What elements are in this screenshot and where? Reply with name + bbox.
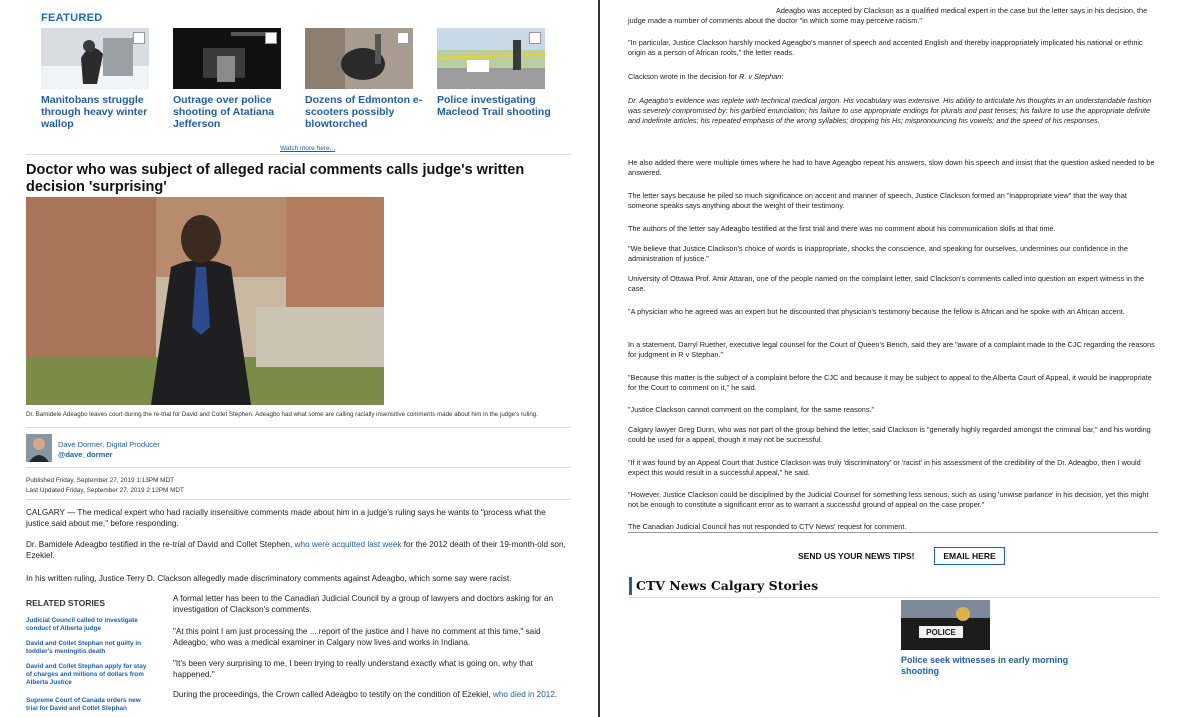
divider	[26, 427, 571, 428]
article-paragraph: A formal letter has been to the Canadian Judicial Council by a group of lawyers and doctors asking for an investigation of Clackson's comments.	[173, 594, 554, 614]
article-paragraph: "A physician who he agreed was an expert but he discounted that physician's testimony because the fellow is African and he spoke with an African accent.	[628, 307, 1125, 316]
related-story-link[interactable]: David and Collet Stephan apply for stay of charges and millions of dollars from Alberta Justice	[26, 663, 147, 686]
featured-caption-3[interactable]: Dozens of Edmonton e-scooters possibly blowtorched	[305, 94, 423, 130]
author-photo-icon	[26, 434, 52, 462]
paragraph-text: Dr. Bamidele Adeagbo testified in the re-trial of David and Collet Stephen,	[26, 540, 295, 549]
article-paragraph: Calgary lawyer Greg Dunn, who was not part of the group behind the letter, said Clackson is "generally highly regarded amongst the criminal bar," and his wording could be used for a appeal, though it may not be successful.	[628, 425, 1151, 444]
article-paragraph: Adeagbo was accepted by Clackson as a qualified medical expert in the case but the letter says in his decision, the judge made a number of comments about the doctor "in which some may perceive racism."	[628, 6, 1148, 25]
story-thumbnail[interactable]	[901, 600, 990, 650]
divider	[26, 154, 571, 155]
paragraph-text: Clackson wrote in the decision for	[628, 72, 740, 81]
author-name[interactable]: Dave Dormer, Digital Producer	[58, 440, 160, 449]
left-page-column	[0, 0, 598, 717]
article-paragraph	[26, 539, 571, 561]
article-paragraph	[628, 72, 1158, 82]
divider	[26, 467, 571, 468]
featured-thumb-4[interactable]	[437, 28, 545, 89]
play-icon	[529, 32, 541, 44]
article-paragraph: University of Ottawa Prof. Amir Attaran, one of the people named on the complaint letter, said Clackson's comments called into question an expert witness in the case.	[628, 274, 1145, 293]
article-paragraph: "In particular, Justice Clackson harshly mocked Ageagbo's manner of speech and accented English and thereby inappropriately implicated his national or ethnic origin as a person of African roots," the letter reads.	[628, 38, 1143, 57]
featured-thumb-2[interactable]	[173, 28, 281, 89]
related-story-link[interactable]: Supreme Court of Canada orders new trial for David and Collet Stephan	[26, 697, 141, 712]
related-story-link[interactable]: David and Collet Stephan not guilty in toddler's meningitis death	[26, 640, 142, 655]
featured-label: FEATURED	[41, 12, 103, 24]
published-date: Published Friday, September 27, 2019 1:13PM MDT	[26, 477, 175, 484]
news-tips-label: SEND US YOUR NEWS TIPS!	[798, 551, 915, 561]
hero-image	[26, 197, 384, 405]
featured-caption-1[interactable]: Manitobans struggle through heavy winter wallop	[41, 94, 148, 130]
article-paragraph: In a statement, Darryl Ruether, executive legal counsel for the Court of Queen's Bench, said they are "aware of a complaint made to the CJC regarding the reasons for judgment in R v Stephan."	[628, 340, 1155, 359]
play-icon	[133, 32, 145, 44]
featured-caption-2[interactable]: Outrage over police shooting of Atatiana Jefferson	[173, 94, 275, 130]
right-page-column	[600, 0, 1200, 717]
police-badge-text: POLICE	[926, 628, 956, 637]
play-icon	[265, 32, 277, 44]
section-accent-bar	[629, 577, 632, 595]
section-title: CTV News Calgary Stories	[636, 578, 819, 593]
article-paragraph: The authors of the letter say Adeagbo testified at the first trial and there was no comment about his communication skills at that time.	[628, 224, 1056, 233]
article-paragraph	[173, 689, 571, 700]
updated-date: Last Updated Friday, September 27, 2019 2:12PM MDT	[26, 487, 184, 494]
article-paragraph: "We believe that Justice Clackson's choice of words is inappropriate, shocks the conscience, and speaking for ourselves, undermines our confidence in the administration of justice."	[628, 244, 1128, 263]
hero-photo-icon	[26, 197, 384, 405]
author-handle[interactable]: @dave_dormer	[58, 450, 113, 459]
avatar[interactable]	[26, 434, 52, 462]
divider	[629, 597, 1159, 598]
divider	[26, 499, 571, 500]
paragraph-text: During the proceedings, the Crown called Adeagbo to testify on the condition of Ezekiel,	[173, 690, 493, 699]
article-paragraph: "Justice Clackson cannot comment on the complaint, for the same reasons."	[628, 405, 875, 414]
divider	[628, 532, 1158, 533]
featured-thumb-1[interactable]	[41, 28, 149, 89]
article-paragraph: He also added there were multiple times where he had to have Ageagbo repeat his answers, slow down his speech and insist that the question asked needed to be answered.	[628, 158, 1155, 177]
article-paragraph: The letter says because he piled so much significance on accent and manner of speech, Justice Clackson formed an "inappropriate view" that the way that someone speaks says anything about the weight of their testimony.	[628, 191, 1127, 210]
died-link[interactable]: who died in 2012	[492, 690, 555, 699]
related-stories-title: RELATED STORIES	[26, 598, 106, 608]
article-paragraph: In his written ruling, Justice Terry D. Clackson allegedly made discriminatory comments against Adeagbo, which some say were racist.	[26, 574, 512, 583]
article-paragraph: CALGARY — The medical expert who had racially insensitive comments made about him in a judge's ruling says he wants to "process what the justice said about me," before responding.	[26, 508, 546, 528]
article-paragraph: "However, Justice Clackson could be disciplined by the Judicial Counsel for something less serious, such as using 'unwise parlance' in his decision, yet this might not be enough to constitute a significant error as to warrant a successful ground of appeal on the case proper."	[628, 490, 1149, 509]
police-car-icon	[901, 600, 990, 650]
case-name: R. v Stephan	[739, 72, 782, 81]
paragraph-text: for the 2012 death of their 19-month-old son, Ezekiel.	[26, 540, 566, 560]
hero-caption: Dr. Bamidele Adeagbo leaves court during the re-trial for David and Collet Stephen. Adeagbo had what some are calling racially insensitive comments made about him in the judge's ruling.	[26, 411, 538, 418]
watch-more-link[interactable]: Watch more here...	[280, 145, 336, 152]
article-paragraph: "It's been very surprising to me, I been trying to really understand exactly what is going on, why that happened."	[173, 659, 533, 679]
related-story-link[interactable]: Judicial Council called to investigate conduct of Alberta judge	[26, 617, 138, 632]
acquitted-link[interactable]: who were acquitted last week	[294, 540, 402, 549]
paragraph-text: :	[781, 72, 784, 81]
featured-thumb-3[interactable]	[305, 28, 413, 89]
featured-caption-4[interactable]: Police investigating Macleod Trail shooting	[437, 94, 551, 118]
story-link[interactable]: Police seek witnesses in early morning shooting	[901, 655, 1069, 676]
play-icon	[397, 32, 409, 44]
email-here-button[interactable]: EMAIL HERE	[934, 547, 1005, 565]
article-paragraph: "If it was found by an Appeal Court that Justice Clackson was truly 'discriminatory' or 'racist' in his assessment of the credibility of the Dr. Adeagbo, then I would expect this would result in a successful appeal," he said.	[628, 458, 1141, 477]
paragraph-text: .	[554, 690, 558, 699]
article-paragraph: "At this point I am just processing the ... report of the justice and I have no comment at this time," said Adeagbo, who was a medical examiner in Calgary now lives and works in Indiana.	[173, 627, 541, 647]
article-paragraph: "Because this matter is the subject of a complaint before the CJC and because it may be subject to appeal to the Alberta Court of Appeal, it would be inappropriate for the Court to comment on it," he said.	[628, 373, 1152, 392]
article-paragraph: The Canadian Judicial Council has not responded to CTV News' request for comment.	[628, 522, 907, 531]
article-headline: Doctor who was subject of alleged racial comments calls judge's written decision 'surprising'	[26, 162, 525, 195]
quoted-decision: Dr. Ageagbo's evidence was replete with technical medical jargon. His vocabulary was extensive. His ability to articulate his thoughts in an understandable fashion was severely compromised by: his garbled enunciation; his failure to use appropriate endings for plurals and past tenses; his failure to use the appropriate definite and indefinite articles; his repeated emphasis of the wrong syllables; dropping his Hs; mispronouncing his vowels; and the speed of his responses.	[628, 96, 1152, 125]
